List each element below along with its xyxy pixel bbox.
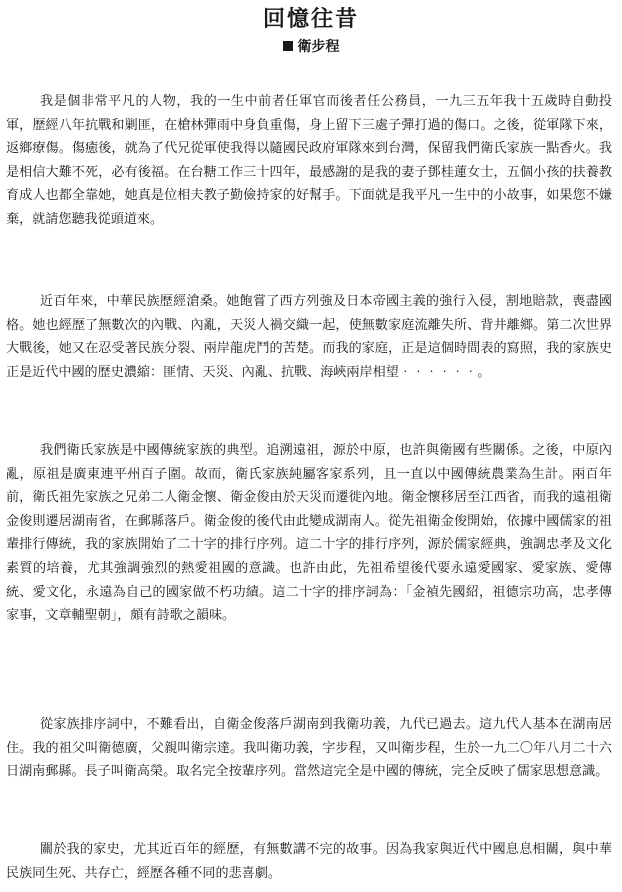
paragraph-2: 近百年來，中華民族歷經滄桑。她飽嘗了西方列強及日本帝國主義的強行入侵，割地賠款，喪盡國格。她也經歷了無數次的內戰、內亂，天災人禍交織一起，使無數家庭流離失所、背井離鄉。第二次世界大戰後，她又在忍受著民族分裂、兩岸龍虎鬥的苦楚。而我的家庭，正是這個時間表的寫照，我的家族史正是近代中國的歷史濃縮：匪情、天災、內亂、抗戰、海峽兩岸相望‧‧‧‧‧‧。 bbox=[6, 294, 612, 380]
author-byline bbox=[0, 38, 622, 56]
paragraph-1: 我是個非常平凡的人物，我的一生中前者任軍官而後者任公務員，一九三五年我十五歲時自動投軍，歷經八年抗戰和剿匪，在槍林彈雨中身負重傷，身上留下三處子彈打過的傷口。之後，從軍隊下來，返鄉療傷。傷癒後，就為了代兄從軍使我得以隨國民政府軍隊來到台灣，保留我們衛氏家族一點香火。我是相信大難不死，必有後福。在台糖工作三十四年，最感謝的是我的妻子鄧桂蓮女士，五個小孩的扶養教育成人也都全靠她，她真是位相夫教子勤儉持家的好幫手。下面就是我平凡一生中的小故事，如果您不嫌棄，就請您聽我從頭道來。 bbox=[6, 94, 612, 227]
square-bullet-icon bbox=[283, 41, 293, 51]
paragraph-5: 關於我的家史，尤其近百年的經歷，有無數講不完的故事。因為我家與近代中國息息相關，與中華民族同生死、共存亡，經歷各種不同的悲喜劇。 bbox=[6, 842, 612, 881]
page-title: 回憶往昔 bbox=[262, 7, 359, 32]
author-name: 衛步程 bbox=[297, 39, 340, 55]
paragraph-4: 從家族排序詞中，不難看出，自衛金俊落戶湖南到我衛功義，九代已過去。這九代人基本在湖南居住。我的祖父叫衛德廣，父親叫衛宗達。我叫衛功義，字步程，又叫衛步程，生於一九二〇年八月二十六日湖南郵縣。長子叫衛高榮。取名完全按輩序列。當然這完全是中國的傳統，完全反映了儒家思想意識。 bbox=[6, 717, 612, 780]
paragraph-3: 我們衛氏家族是中國傳統家族的典型。追溯遠祖，源於中原，也許與衛國有些關係。之後，中原內亂，原祖是廣東連平州百子圍。故而，衛氏家族純屬客家系列，且一直以中國傳統農業為生計。兩百年前，衛氏祖先家族之兄弟二人衛金懷、衛金俊由於天災而遷徙內地。衛金懷移居至江西省，而我的遠祖衛金俊則遷居湖南省，在郵縣落戶。衛金俊的後代由此變成湖南人。從先祖衛金俊開始，依據中國儒家的祖輩排行傳統，我的家族開始了二十字的排行序列。這二十字的排行序列，源於儒家經典，強調忠孝及文化素質的培養，尤其強調強烈的熱愛祖國的意識。也許由此，先祖希望後代要永遠愛國家、愛家族、愛傳統、愛文化，永遠為自己的國家做不朽功績。這二十字的排序詞為：「金禎先國紹，祖德宗功高，忠孝傳家事，文章輔聖朝」，頗有詩歌之韻味。 bbox=[6, 443, 612, 624]
